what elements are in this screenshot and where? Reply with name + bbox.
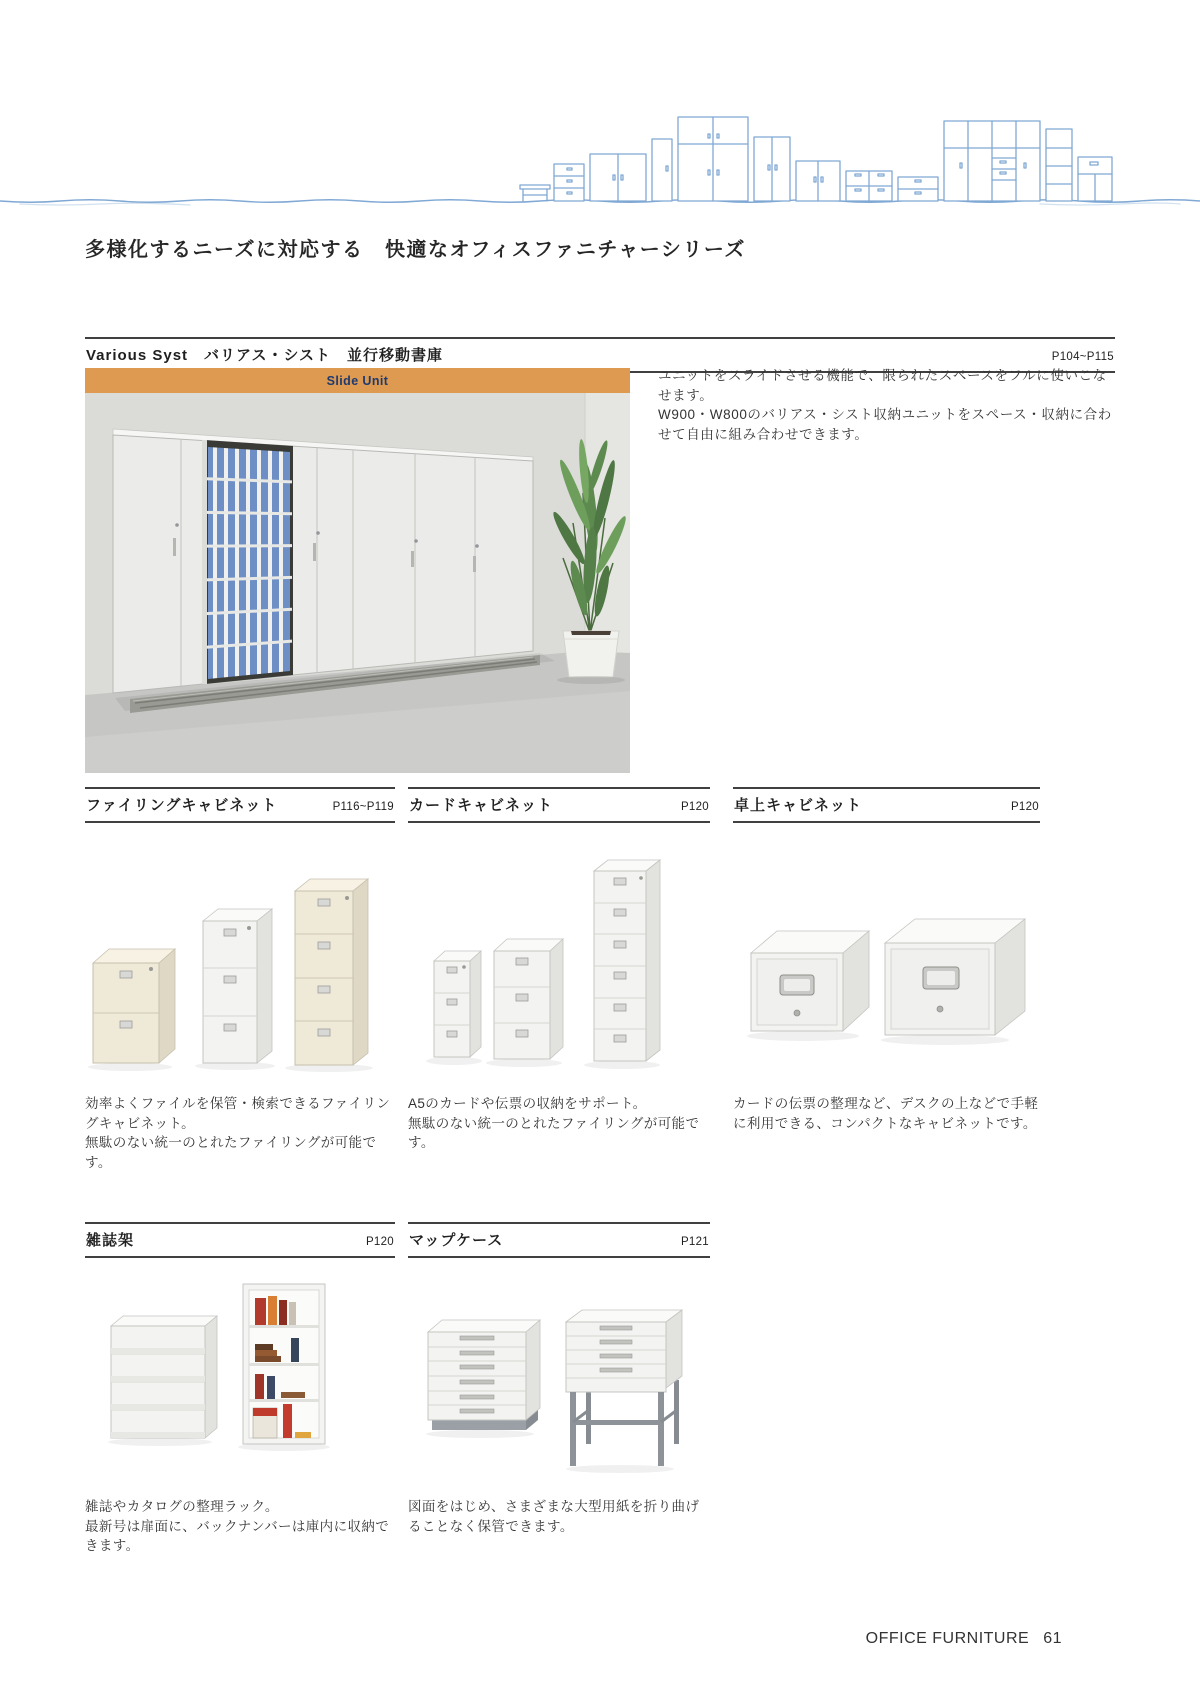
section-header — [85, 787, 395, 823]
section-magazine-rack — [85, 1222, 395, 1556]
furniture-line-art — [0, 108, 1200, 208]
section-header — [85, 1222, 395, 1258]
page-footer — [866, 1630, 1062, 1648]
page-number: 61 — [1043, 1630, 1062, 1647]
map-case-illustration — [408, 1270, 710, 1475]
section-description — [85, 1497, 395, 1556]
section-page-ref: P120 — [680, 801, 709, 813]
description-paragraph: A5のカードや伝票の収納をサポート。 — [408, 1096, 647, 1111]
description-paragraph: 図面をはじめ、さまざまな大型用紙を折り曲げることなく保管できます。 — [408, 1499, 700, 1534]
section-page-ref: P120 — [1010, 801, 1039, 813]
section-title: カードキャビネット — [409, 797, 554, 814]
section-desktop-cabinet — [733, 787, 1040, 1133]
description-paragraph: 無駄のない統一のとれたファイリングが可能です。 — [408, 1115, 700, 1150]
section-title: 雑誌架 — [86, 1232, 135, 1249]
section-page-ref: P116~P119 — [332, 801, 394, 813]
slide-unit-banner — [85, 368, 630, 393]
section-header — [408, 787, 710, 823]
description-paragraph: 効率よくファイルを保管・検索できるファイリングキャビネット。 — [85, 1096, 391, 1131]
footer-text: OFFICE FURNITURE — [865, 1630, 1030, 1647]
slide-unit-label: Slide Unit — [326, 373, 389, 388]
section-map-case — [408, 1222, 710, 1536]
mobile-shelving-photo — [85, 393, 630, 773]
page-title: 多様化するニーズに対応する 快適なオフィスファニチャーシリーズ — [85, 239, 746, 261]
section-title: マップケース — [409, 1232, 504, 1249]
hero-paragraph: W900・W800のバリアス・シスト収納ユニットをスペース・収納に合わせて自由に組み合わせできます。 — [658, 407, 1112, 442]
magazine-rack-illustration — [85, 1270, 395, 1475]
filing-cabinet-illustration — [85, 835, 395, 1080]
hero-paragraph: ユニットをスライドさせる機能で、限られたスペースをフルに使いこなせます。 — [658, 368, 1107, 403]
section-description — [408, 1497, 710, 1536]
hero-section-title: Various Syst バリアス・シスト 並行移動書庫 — [86, 347, 443, 364]
section-page-ref: P121 — [680, 1236, 709, 1248]
desktop-cabinet-illustration — [733, 835, 1040, 1080]
description-paragraph: カードの伝票の整理など、デスクの上などで手軽に利用できる、コンパクトなキャビネットです。 — [733, 1096, 1039, 1131]
section-title: 卓上キャビネット — [734, 797, 863, 814]
section-filing-cabinet — [85, 787, 395, 1172]
section-description — [733, 1094, 1040, 1133]
section-description — [408, 1094, 710, 1153]
description-paragraph: 雑誌やカタログの整理ラック。 — [85, 1499, 279, 1514]
section-header — [408, 1222, 710, 1258]
section-page-ref: P120 — [365, 1236, 394, 1248]
card-cabinet-illustration — [408, 835, 710, 1080]
section-card-cabinet — [408, 787, 710, 1153]
section-description — [85, 1094, 395, 1172]
description-paragraph: 最新号は扉面に、バックナンバーは庫内に収納できます。 — [85, 1518, 390, 1553]
description-paragraph: 無駄のない統一のとれたファイリングが可能です。 — [85, 1135, 377, 1170]
hero-page-ref: P104~P115 — [1051, 351, 1114, 363]
section-header — [733, 787, 1040, 823]
section-title: ファイリングキャビネット — [86, 797, 278, 814]
hero-description — [658, 366, 1116, 444]
